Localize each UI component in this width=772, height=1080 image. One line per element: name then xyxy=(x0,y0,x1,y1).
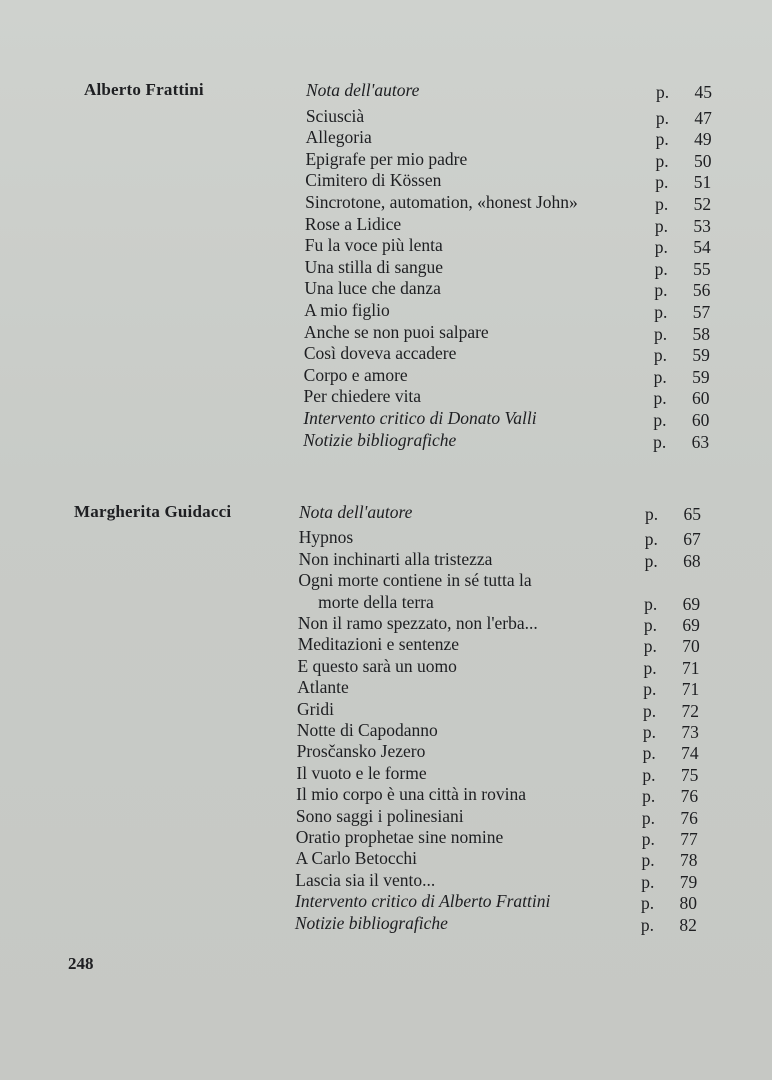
page-number-ref: 69 xyxy=(682,593,701,614)
entry-title: Fu la voce più lenta xyxy=(304,235,443,256)
page-number-ref: 45 xyxy=(694,82,712,102)
list-item xyxy=(296,741,699,764)
page-number-ref: 58 xyxy=(692,323,711,344)
page-reference xyxy=(655,237,711,257)
list-item xyxy=(296,720,699,742)
page-reference xyxy=(653,410,709,430)
list-item xyxy=(299,502,701,524)
entry-title: Il vuoto e le forme xyxy=(296,762,427,783)
page-abbrev: p. xyxy=(642,764,656,785)
list-item xyxy=(295,827,698,849)
list-item xyxy=(304,235,711,258)
list-item xyxy=(296,762,699,785)
list-item xyxy=(297,698,700,721)
page-reference xyxy=(642,765,698,785)
page-reference xyxy=(656,82,712,102)
list-item xyxy=(298,548,701,571)
page-abbrev: p. xyxy=(654,302,668,322)
list-item xyxy=(294,912,697,935)
page-number-ref: 73 xyxy=(681,722,699,742)
entry-title: Così doveva accadere xyxy=(303,343,457,364)
list-item xyxy=(304,321,711,344)
page-reference xyxy=(641,872,697,892)
list-item xyxy=(295,891,698,914)
author-name: Margherita Guidacci xyxy=(74,502,232,521)
page-abbrev: p. xyxy=(654,215,669,236)
page-abbrev: p. xyxy=(644,550,658,571)
page-abbrev: p. xyxy=(642,786,656,807)
page-number-ref: 57 xyxy=(692,302,711,322)
page-abbrev: p. xyxy=(643,657,657,678)
entry-title: Meditazioni e sentenze xyxy=(297,634,460,655)
page-number-ref: 74 xyxy=(681,743,699,764)
entry-title: Rose a Lidice xyxy=(304,213,402,234)
page-reference xyxy=(653,388,709,408)
page-reference xyxy=(643,679,699,699)
list-item xyxy=(303,386,710,409)
page-number-ref: 49 xyxy=(694,129,712,150)
page-abbrev: p. xyxy=(643,679,657,700)
entry-title: Hypnos xyxy=(298,527,354,548)
page-abbrev: p. xyxy=(656,82,670,102)
entry-title: A Carlo Betocchi xyxy=(295,848,417,869)
list-item xyxy=(297,655,700,678)
list-item xyxy=(304,300,711,322)
entry-title: Una stilla di sangue xyxy=(304,256,444,277)
page-number-ref: 63 xyxy=(691,431,710,452)
entry-title: Notte di Capodanno xyxy=(296,720,438,740)
page-abbrev: p. xyxy=(654,323,668,344)
page-number-ref: 65 xyxy=(683,504,701,524)
page-abbrev: p. xyxy=(655,194,669,214)
entry-title: Oratio prophetae sine nomine xyxy=(295,827,504,847)
page-abbrev: p. xyxy=(654,258,668,279)
page-reference xyxy=(643,701,699,721)
page-number-ref: 60 xyxy=(691,410,710,430)
page-number-ref: 79 xyxy=(679,871,698,892)
page-number-ref: 54 xyxy=(693,237,711,258)
page-abbrev: p. xyxy=(644,529,658,550)
list-item xyxy=(303,343,710,366)
page-number-ref: 51 xyxy=(693,172,712,193)
page-number-ref: 67 xyxy=(683,529,701,550)
page-abbrev: p. xyxy=(641,850,655,871)
page-reference xyxy=(655,216,711,236)
entry-title: Nota dell'autore xyxy=(299,502,413,522)
page-reference xyxy=(654,302,710,322)
list-item xyxy=(304,256,711,279)
entry-title: Cimitero di Kössen xyxy=(305,170,442,191)
page-abbrev: p. xyxy=(641,807,656,828)
page-number-ref: 82 xyxy=(679,914,697,935)
page-number-ref: 77 xyxy=(680,829,698,849)
entry-title: Sciuscià xyxy=(305,105,365,126)
list-item xyxy=(305,127,712,150)
page-abbrev: p. xyxy=(654,237,668,258)
page-number-ref: 76 xyxy=(680,786,699,807)
page-abbrev: p. xyxy=(641,893,655,914)
page-abbrev: p. xyxy=(655,172,669,193)
page-abbrev: p. xyxy=(640,914,654,935)
page-reference xyxy=(645,551,701,571)
page-number-ref: 68 xyxy=(683,550,701,571)
page-number-ref: 70 xyxy=(682,636,700,657)
page-number-ref: 56 xyxy=(692,280,711,301)
page-reference xyxy=(656,129,712,149)
page-number-ref: 71 xyxy=(681,657,700,678)
page-number-ref: 72 xyxy=(681,700,700,721)
list-item xyxy=(298,570,531,590)
page-reference xyxy=(656,108,712,128)
entry-title: Notizie bibliografiche xyxy=(294,912,448,933)
list-item xyxy=(305,192,712,214)
page-abbrev: p. xyxy=(653,345,667,366)
page-number-ref: 47 xyxy=(694,107,712,128)
page-number-ref: 80 xyxy=(679,893,698,914)
page-abbrev: p. xyxy=(641,871,655,892)
page-reference xyxy=(655,151,711,171)
list-item xyxy=(297,634,700,657)
entry-title: Il mio corpo è una città in rovina xyxy=(296,784,526,805)
entry-title: Ogni morte contiene in sé tutta la xyxy=(298,570,532,591)
page-abbrev: p. xyxy=(642,722,656,742)
page-reference xyxy=(642,829,698,849)
page-abbrev: p. xyxy=(642,743,656,764)
page-reference xyxy=(655,172,711,192)
page-reference xyxy=(641,850,697,870)
entry-title: Anche se non puoi salpare xyxy=(304,321,489,342)
page-reference xyxy=(655,259,711,279)
list-item xyxy=(303,429,710,452)
entry-title: Sincrotone, automation, «honest John» xyxy=(305,192,578,212)
list-item xyxy=(295,869,698,892)
entry-title: Lascia sia il vento... xyxy=(295,869,436,890)
page-reference xyxy=(641,893,697,913)
page-reference xyxy=(653,432,709,452)
entry-title: Non inchinarti alla tristezza xyxy=(298,548,493,569)
page-number-ref: 69 xyxy=(682,615,700,635)
entry-title: Notizie bibliografiche xyxy=(303,429,457,450)
page-reference xyxy=(654,367,710,387)
list-item xyxy=(304,278,711,301)
entry-title: Intervento critico di Donato Valli xyxy=(303,408,537,428)
page-number-ref: 59 xyxy=(692,366,710,387)
entry-title: Prosčansko Jezero xyxy=(296,741,426,762)
page-abbrev: p. xyxy=(645,504,659,524)
page-abbrev: p. xyxy=(643,615,658,635)
list-item xyxy=(303,408,710,430)
page-reference xyxy=(641,915,697,935)
entry-title: A mio figlio xyxy=(304,300,390,320)
entry-title: morte della terra xyxy=(318,591,434,612)
page-abbrev: p. xyxy=(644,593,658,614)
page-number-ref: 78 xyxy=(679,850,698,871)
page-number-ref: 71 xyxy=(681,679,700,700)
page-reference xyxy=(644,636,700,656)
page-abbrev: p. xyxy=(655,150,669,171)
author-name: Alberto Frattini xyxy=(84,80,204,99)
page-number-ref: 59 xyxy=(692,345,710,366)
page-number-ref: 76 xyxy=(680,807,698,828)
page-abbrev: p. xyxy=(653,366,667,387)
entry-title: Atlante xyxy=(297,677,349,698)
page-abbrev: p. xyxy=(643,700,657,721)
page-reference xyxy=(643,743,699,763)
page-number-ref: 50 xyxy=(693,150,712,171)
list-item xyxy=(298,591,701,614)
entry-title: Intervento critico di Alberto Frattini xyxy=(295,891,551,912)
page-abbrev: p. xyxy=(643,636,657,657)
page-abbrev: p. xyxy=(655,107,669,128)
entry-title: Non il ramo spezzato, non l'erba... xyxy=(297,613,538,633)
list-item xyxy=(304,213,711,236)
page-number-ref: 53 xyxy=(693,215,711,236)
list-item xyxy=(305,148,712,171)
page-reference xyxy=(644,594,700,614)
page-abbrev: p. xyxy=(654,280,668,301)
list-item xyxy=(295,805,698,828)
list-item xyxy=(296,784,699,807)
list-item xyxy=(305,105,712,128)
page-reference xyxy=(654,280,710,300)
page-abbrev: p. xyxy=(653,431,667,452)
entry-title: Per chiedere vita xyxy=(303,386,422,407)
page-reference xyxy=(655,194,711,214)
page-reference xyxy=(642,808,698,828)
entry-title: Gridi xyxy=(297,698,334,719)
list-item xyxy=(297,613,700,635)
entry-title: Nota dell'autore xyxy=(306,80,420,100)
page-abbrev: p. xyxy=(655,129,669,150)
page-number: 248 xyxy=(68,954,94,973)
page-number-ref: 52 xyxy=(693,194,712,214)
list-item xyxy=(295,848,698,871)
list-item xyxy=(306,80,712,102)
page-reference xyxy=(654,324,710,344)
entry-title: Una luce che danza xyxy=(304,278,441,299)
page-reference xyxy=(654,345,710,365)
entry-title: Epigrafe per mio padre xyxy=(305,148,468,169)
list-item xyxy=(303,364,710,387)
page-abbrev: p. xyxy=(653,410,667,430)
page-reference xyxy=(645,504,701,524)
entry-title: Corpo e amore xyxy=(303,364,408,385)
page-number-ref: 60 xyxy=(691,388,710,409)
page-abbrev: p. xyxy=(653,388,667,409)
list-item xyxy=(297,677,700,700)
page-reference xyxy=(642,786,698,806)
entry-title: Allegoria xyxy=(305,127,372,148)
page-reference xyxy=(643,658,699,678)
page-abbrev: p. xyxy=(641,829,655,849)
page-reference xyxy=(643,722,699,742)
page-number-ref: 55 xyxy=(693,258,711,279)
entry-title: E questo sarà un uomo xyxy=(297,655,457,676)
list-item xyxy=(305,170,712,193)
page-number-ref: 75 xyxy=(680,764,699,785)
page-reference xyxy=(645,529,701,549)
list-item xyxy=(298,527,701,550)
page-reference xyxy=(644,615,700,635)
entry-title: Sono saggi i polinesiani xyxy=(295,805,464,826)
